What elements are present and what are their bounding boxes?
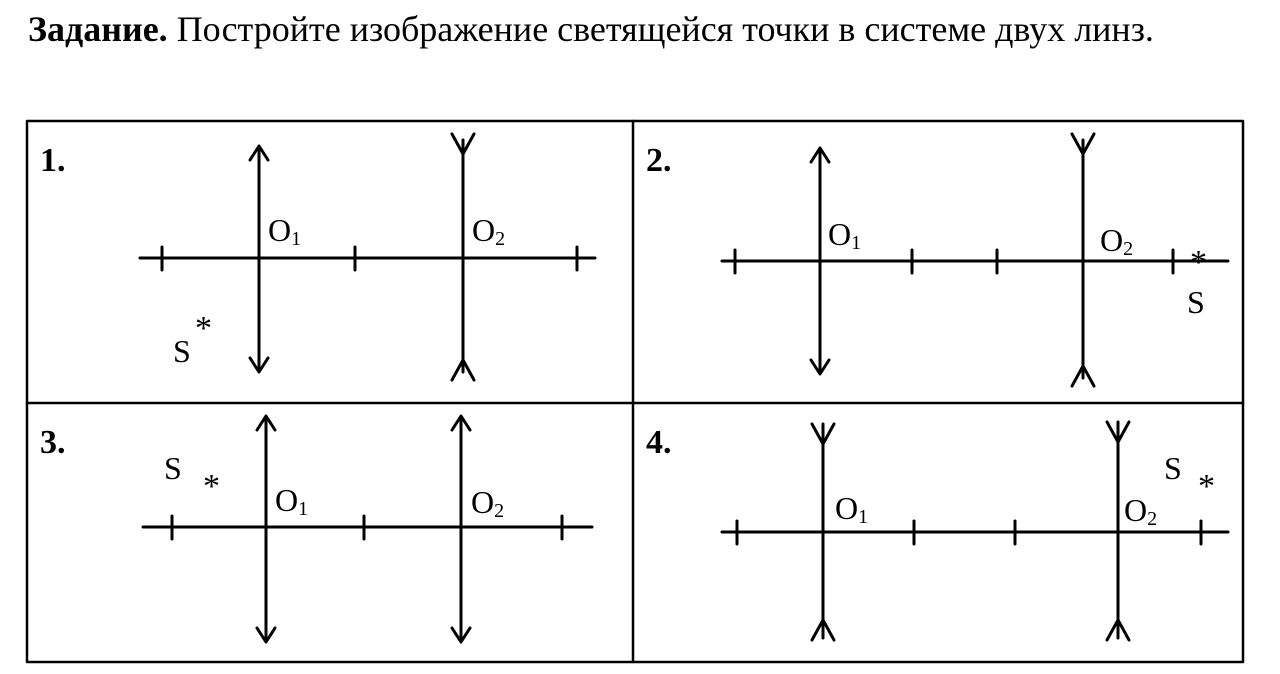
- lens-center-label-o2: $O_2$: [1100, 222, 1134, 260]
- lens-center-label-o1: $O_1$: [275, 482, 309, 520]
- source-label: S: [164, 450, 182, 486]
- lens-center-label-o2: $O_2$: [472, 212, 506, 250]
- source-label: S: [1164, 450, 1182, 486]
- lens-center-label-o1: $O_1$: [835, 490, 869, 528]
- converging-lens-2: [452, 416, 470, 642]
- light-source-point: *: [203, 468, 220, 505]
- source-label: S: [173, 333, 191, 369]
- panel-number: 2.: [646, 142, 672, 179]
- panel-number: 4.: [646, 424, 672, 461]
- source-label: S: [1187, 284, 1205, 320]
- lens-center-label-o2: $O_2$: [1124, 492, 1158, 530]
- lens-center-label-o2: $O_2$: [471, 484, 505, 522]
- task-text: Постройте изображение светящейся точки в системе двух линз.: [176, 9, 1154, 49]
- panel-4-diagram: [722, 422, 1228, 640]
- light-source-point: *: [1190, 244, 1207, 281]
- light-source-point: *: [1198, 468, 1215, 505]
- converging-lens-1: [257, 416, 275, 642]
- panel-number: 3.: [40, 424, 66, 461]
- lens-center-label-o1: $O_1$: [828, 216, 862, 254]
- panel-2-diagram: [722, 134, 1228, 386]
- panel-number: 1.: [40, 142, 66, 179]
- task-heading: Задание.: [28, 9, 168, 49]
- lens-center-label-o1: $O_1$: [268, 212, 302, 250]
- light-source-point: *: [195, 310, 212, 347]
- panel-3-diagram: [143, 416, 592, 642]
- panel-frame: [27, 121, 1243, 662]
